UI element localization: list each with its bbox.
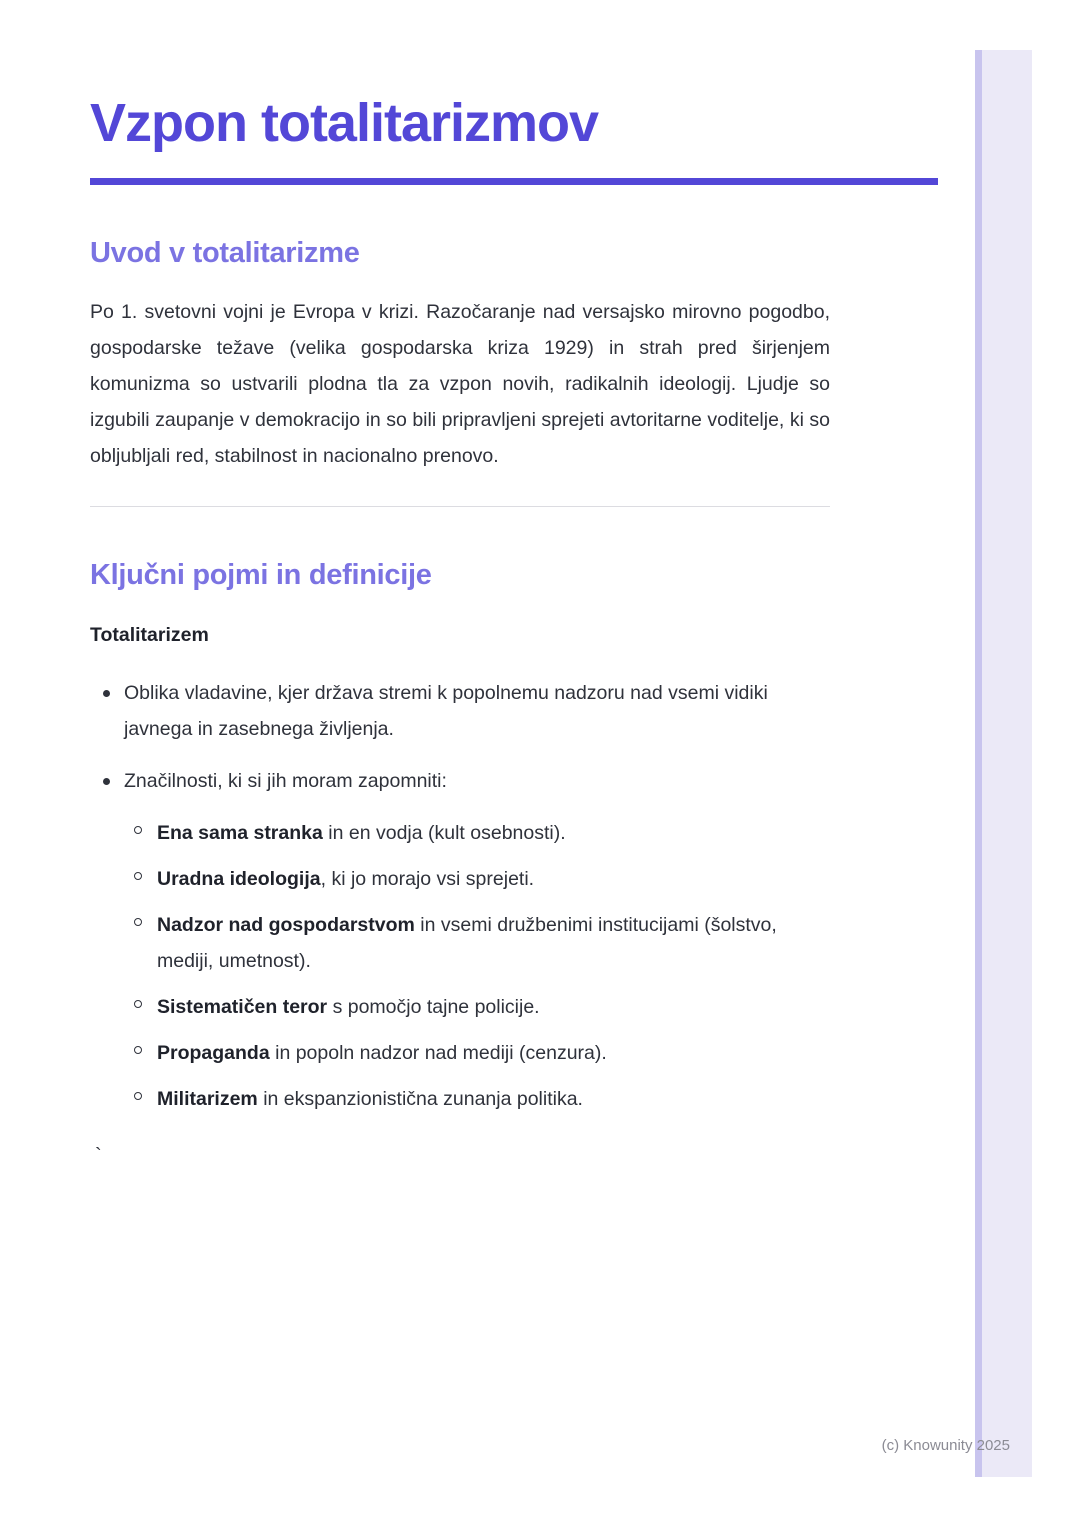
document-page (90, 0, 940, 1168)
term-bold: Uradna ideologija (157, 868, 321, 891)
section-heading-key-terms: Ključni pojmi in definicije (90, 559, 432, 592)
term-bold: Ena sama stranka (157, 822, 323, 845)
list-item-text: Značilnosti, ki si jih moram zapomniti: (124, 770, 447, 793)
term-bold: Nadzor nad gospodarstvom (157, 914, 415, 937)
copyright-credit: (c) Knowunity 2025 (881, 1437, 1010, 1454)
section-heading-intro: Uvod v totalitarizme (90, 237, 360, 270)
list-item (90, 1081, 940, 1117)
bullet-dot-icon (103, 778, 110, 785)
list-item (90, 1035, 940, 1071)
bullet-circle-icon (134, 1000, 142, 1008)
term-rest: in en vodja (kult osebnosti). (322, 822, 566, 845)
bullet-list (90, 675, 940, 799)
section-divider (90, 506, 830, 507)
bullet-circle-icon (134, 1046, 142, 1054)
decorative-side-bar (975, 50, 1032, 1477)
list-item (90, 675, 940, 747)
term-rest: in ekspanzionistična zunanja politika. (257, 1088, 583, 1111)
term-subheading: Totalitarizem (90, 624, 209, 647)
list-item-text (157, 815, 831, 851)
term-rest: s pomočjo tajne policije. (327, 996, 540, 1019)
bullet-circle-icon (134, 918, 142, 926)
list-item (90, 861, 940, 897)
bullet-circle-icon (134, 872, 142, 880)
bullet-dot-icon (103, 690, 110, 697)
term-rest: in vsemi družbenimi institucijami (šolstvo, mediji, umetnost). (157, 914, 777, 973)
bullet-circle-icon (134, 1092, 142, 1100)
list-item-text: Oblika vladavine, kjer država stremi k popolnemu nadzoru nad vsemi vidiki javnega in zasebnega življenja. (124, 682, 768, 741)
list-item (90, 989, 940, 1025)
list-item-text (157, 1081, 831, 1117)
term-rest: , ki jo morajo vsi sprejeti. (320, 868, 535, 891)
list-item (90, 763, 940, 799)
term-bold: Propaganda (157, 1042, 270, 1065)
list-item-text (157, 989, 831, 1025)
bullet-circle-icon (134, 826, 142, 834)
intro-paragraph: Po 1. svetovni vojni je Evropa v krizi. Razočaranje nad versajsko mirovno pogodbo, gospodarske težave (velika gospodarska kriza 1929) in strah pred širjenjem komunizma so ustvarili plodna tla za vzpon novih, radikalnih ideologij. Ljudje so izgubili zaupanje v demokracijo in so bili pripravljeni sprejeti avtoritarne voditelje, ki so obljubljali red, stabilnost in nacionalno prenovo. (90, 301, 830, 468)
list-item (90, 907, 940, 979)
term-rest: in popoln nadzor nad mediji (cenzura). (269, 1042, 607, 1065)
list-item-text (157, 1035, 831, 1071)
term-bold: Sistematičen teror (157, 996, 328, 1019)
title-underline-rule (90, 178, 938, 185)
page-title: Vzpon totalitarizmov (90, 93, 599, 153)
stray-backtick-char: ` (95, 1145, 102, 1168)
term-bold: Militarizem (157, 1088, 258, 1111)
list-item (90, 815, 940, 851)
list-item-text (157, 861, 831, 897)
sub-bullet-list (90, 815, 940, 1117)
list-item-text (157, 907, 831, 979)
